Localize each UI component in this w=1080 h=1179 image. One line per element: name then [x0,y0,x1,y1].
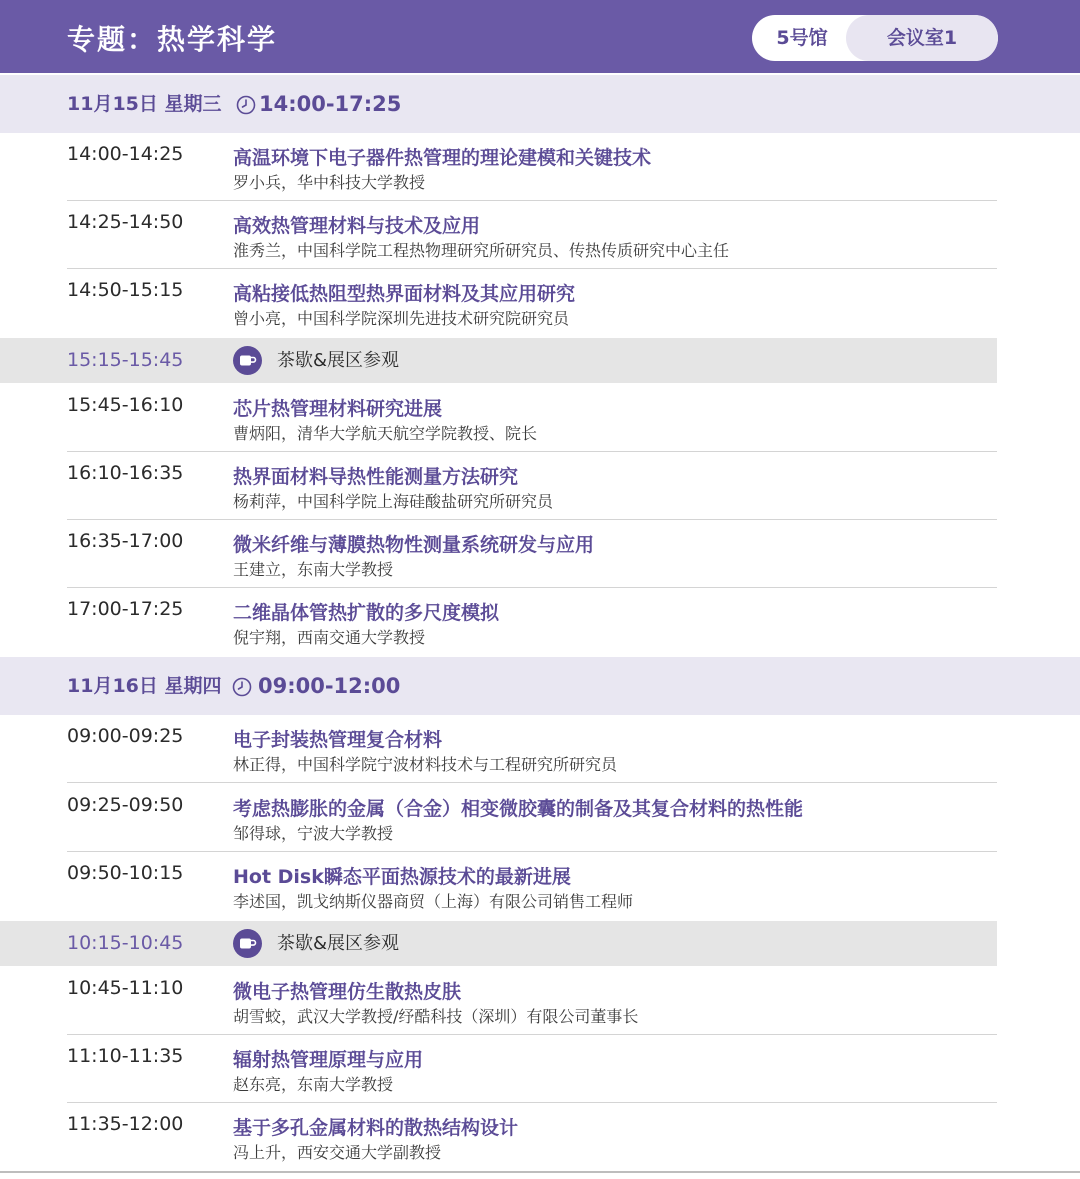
break-time: 15:15-15:45 [67,349,184,371]
session-row [0,588,1080,656]
session-time: 14:25-14:50 [67,211,184,233]
break-time: 10:15-10:45 [67,932,184,954]
break-label: 茶歇&展区参观 [277,350,400,371]
session-row [0,133,1080,201]
session-row [0,201,1080,269]
venue-room: 会议室1 [846,15,998,61]
session-speaker: 邹得球，宁波大学教授 [233,824,394,843]
session-time: 09:25-09:50 [67,794,184,816]
session-title: 微米纤维与薄膜热物性测量系统研发与应用 [233,534,595,556]
session-time: 09:50-10:15 [67,862,184,884]
session-time: 09:00-09:25 [67,725,184,747]
venue-pill [752,15,998,61]
session-time: 16:35-17:00 [67,530,184,552]
session-speaker: 李述国，凯戈纳斯仪器商贸（上海）有限公司销售工程师 [233,892,634,911]
break-row [0,921,997,966]
day-bar-2 [0,657,1080,715]
session-speaker: 胡雪蛟，武汉大学教授/纾酷科技（深圳）有限公司董事长 [233,1007,639,1026]
session-speaker: 林正得，中国科学院宁波材料技术与工程研究所研究员 [233,755,618,774]
session-row [0,452,1080,520]
session-row [0,784,1080,852]
session-speaker: 赵东亮，东南大学教授 [233,1075,394,1094]
venue-hall: 5号馆 [776,27,828,49]
break-row [0,338,997,383]
session-speaker: 曾小亮，中国科学院深圳先进技术研究院研究员 [233,309,570,328]
session-title: 芯片热管理材料研究进展 [233,398,443,420]
session-title: 考虑热膨胀的金属（合金）相变微胶囊的制备及其复合材料的热性能 [233,798,804,820]
session-row [0,269,1080,337]
day-time: 09:00-12:00 [258,674,401,698]
session-row [0,1103,1080,1171]
session-time: 15:45-16:10 [67,394,184,416]
day-time: 14:00-17:25 [259,92,402,116]
session-title: 二维晶体管热扩散的多尺度模拟 [233,602,500,624]
session-speaker: 曹炳阳，清华大学航天航空学院教授、院长 [233,424,538,443]
topic-header [0,0,1080,73]
session-row [0,852,1080,920]
session-title: 高效热管理材料与技术及应用 [233,215,481,237]
session-time: 14:00-14:25 [67,143,184,165]
session-time: 11:35-12:00 [67,1113,184,1135]
session-time: 11:10-11:35 [67,1045,184,1067]
bottom-divider [0,1171,1080,1173]
session-title: 辐射热管理原理与应用 [233,1049,424,1071]
session-speaker: 王建立，东南大学教授 [233,560,394,579]
clock-icon [232,677,252,697]
coffee-cup-icon [233,346,262,375]
session-speaker: 冯上升，西安交通大学副教授 [233,1143,442,1162]
session-row [0,384,1080,452]
day-bar-1 [0,75,1080,133]
session-title: 微电子热管理仿生散热皮肤 [233,981,462,1003]
session-title: 高温环境下电子器件热管理的理论建模和关键技术 [233,147,652,169]
session-title: 热界面材料导热性能测量方法研究 [233,466,519,488]
day-date: 11月15日 星期三 [67,93,222,115]
session-time: 10:45-11:10 [67,977,184,999]
session-row [0,520,1080,588]
topic-title: 专题：热学科学 [67,23,278,56]
coffee-cup-icon [233,929,262,958]
clock-icon [236,95,256,115]
session-row [0,1035,1080,1103]
session-time: 16:10-16:35 [67,462,184,484]
session-title: 电子封装热管理复合材料 [233,729,443,751]
session-speaker: 倪宇翔，西南交通大学教授 [233,628,426,647]
session-title: 基于多孔金属材料的散热结构设计 [233,1117,519,1139]
session-time: 17:00-17:25 [67,598,184,620]
break-label: 茶歇&展区参观 [277,933,400,954]
session-speaker: 罗小兵，华中科技大学教授 [233,173,426,192]
session-row [0,715,1080,783]
session-time: 14:50-15:15 [67,279,184,301]
row-divider [67,782,997,783]
session-row [0,967,1080,1035]
session-speaker: 淮秀兰，中国科学院工程热物理研究所研究员、传热传质研究中心主任 [233,241,730,260]
day-date: 11月16日 星期四 [67,675,222,697]
session-title: 高粘接低热阻型热界面材料及其应用研究 [233,283,576,305]
session-title: Hot Disk瞬态平面热源技术的最新进展 [233,866,571,888]
session-speaker: 杨莉萍，中国科学院上海硅酸盐研究所研究员 [233,492,554,511]
